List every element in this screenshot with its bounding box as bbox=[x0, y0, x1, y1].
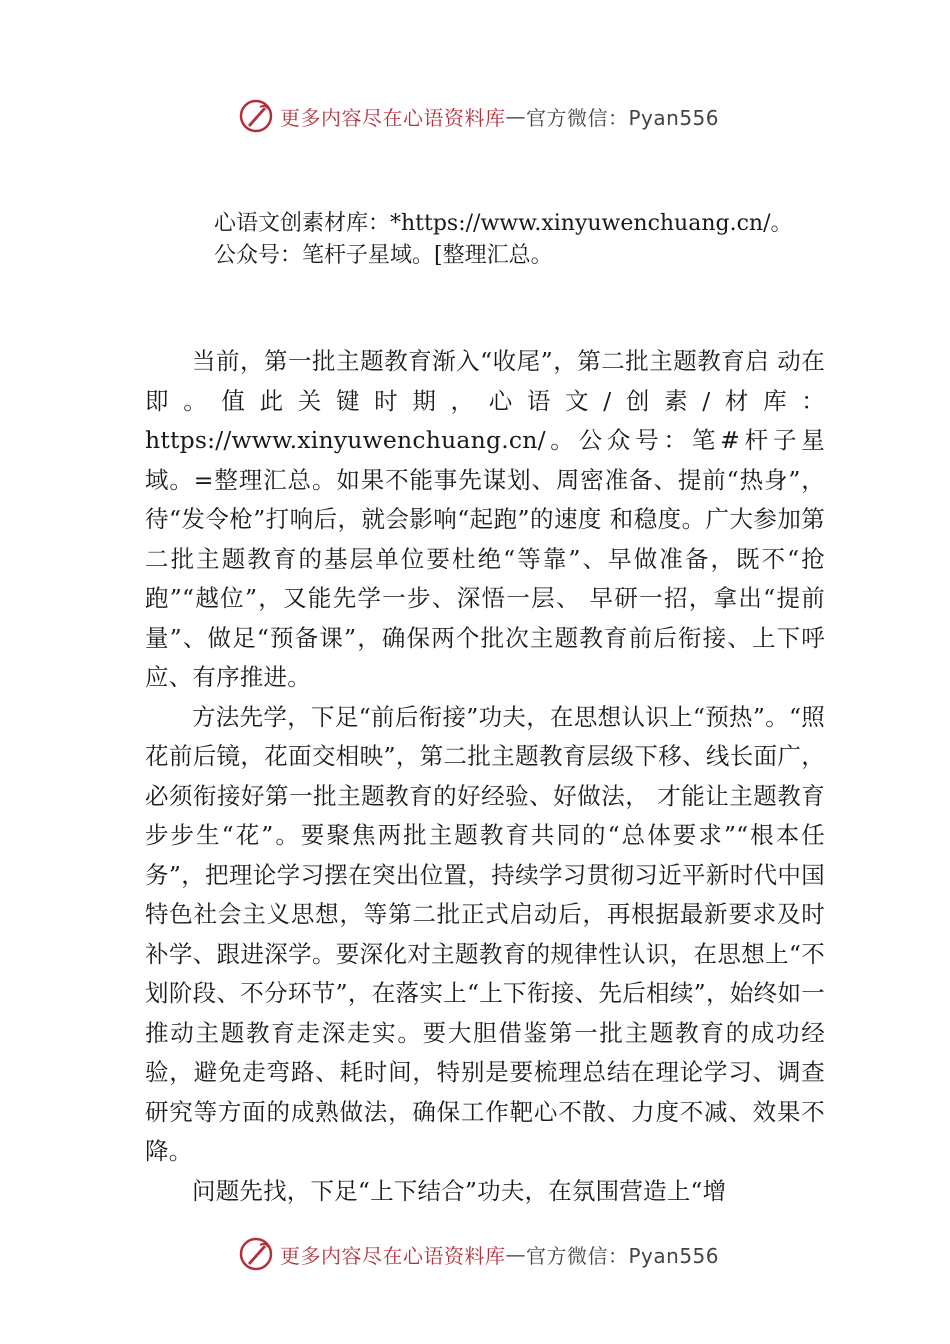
source-notice-line-2: 公众号：笔杆子星域。[整理汇总。 bbox=[214, 243, 553, 268]
header-banner bbox=[238, 96, 758, 136]
banner-wechat: 官方微信：Pyan556 bbox=[526, 105, 720, 130]
banner-separator: — bbox=[505, 104, 526, 128]
paragraph-3: 问题先找，下足“上下结合”功夫，在氛围营造上“增 bbox=[192, 1176, 727, 1205]
footer-banner bbox=[238, 1234, 758, 1274]
paragraph-1: 当前，第一批主题教育渐入“收尾”，第二批主题教育启 动在即。值此关键时期，心语文/创素/材库：https://www.xinyuwenchuang.cn/。公众号：笔#杆子星域。=整理汇总。如果不能事先谋划、周密准备、提前“热身”，待“发令枪”打响后，就会影响“起跑”的速度 和稳度。广大参加第二批主题教育的基层单位要杜绝“等靠”、早做准备，既不“抢跑”“越位”，又能先学一步、深悟一层、 早研一招，拿出“提前量”、做足“预备课”，确保两个批次主题教育前后衔接、上下呼应、有序推进。 bbox=[145, 347, 825, 691]
banner-title: 更多内容尽在心语资料库 bbox=[280, 1243, 506, 1268]
quill-logo-icon bbox=[238, 98, 274, 134]
article-body bbox=[145, 342, 825, 1211]
paragraph-2: 方法先学，下足“前后衔接”功夫，在思想认识上“预热”。“照花前后镜，花面交相映”，第二批主题教育层级下移、线长面广，必须衔接好第一批主题教育的好经验、好做法， 才能让主题教育步步生“花”。要聚焦两批主题教育共同的“总体要求”“根本任务”，把理论学习摆在突出位置，持续学习贯彻习近平新时代中国特色社会主义思想，等第二批正式启动后，再根据最新要求及时补学、跟进深学。要深化对主题教育的规律性认识，在思想上“不划阶段、不分环节”，在落实上“上下衔接、先后相续”，始终如一推动主题教育走深走实。要大胆借鉴第一批主题教育的成功经验，避免走弯路、耗时间，特别是要梳理总结在理论学习、调查研究等方面的成熟做法，确保工作靶心不散、力度不减、效果不降。 bbox=[145, 702, 825, 1165]
banner-title: 更多内容尽在心语资料库 bbox=[280, 105, 506, 130]
banner-separator: — bbox=[505, 1242, 526, 1266]
quill-logo-icon bbox=[238, 1236, 274, 1272]
banner-wechat: 官方微信：Pyan556 bbox=[526, 1243, 720, 1268]
source-notice-line-1: 心语文创素材库：*https://www.xinyuwenchuang.cn/。 bbox=[214, 211, 793, 236]
source-notice bbox=[214, 208, 934, 272]
